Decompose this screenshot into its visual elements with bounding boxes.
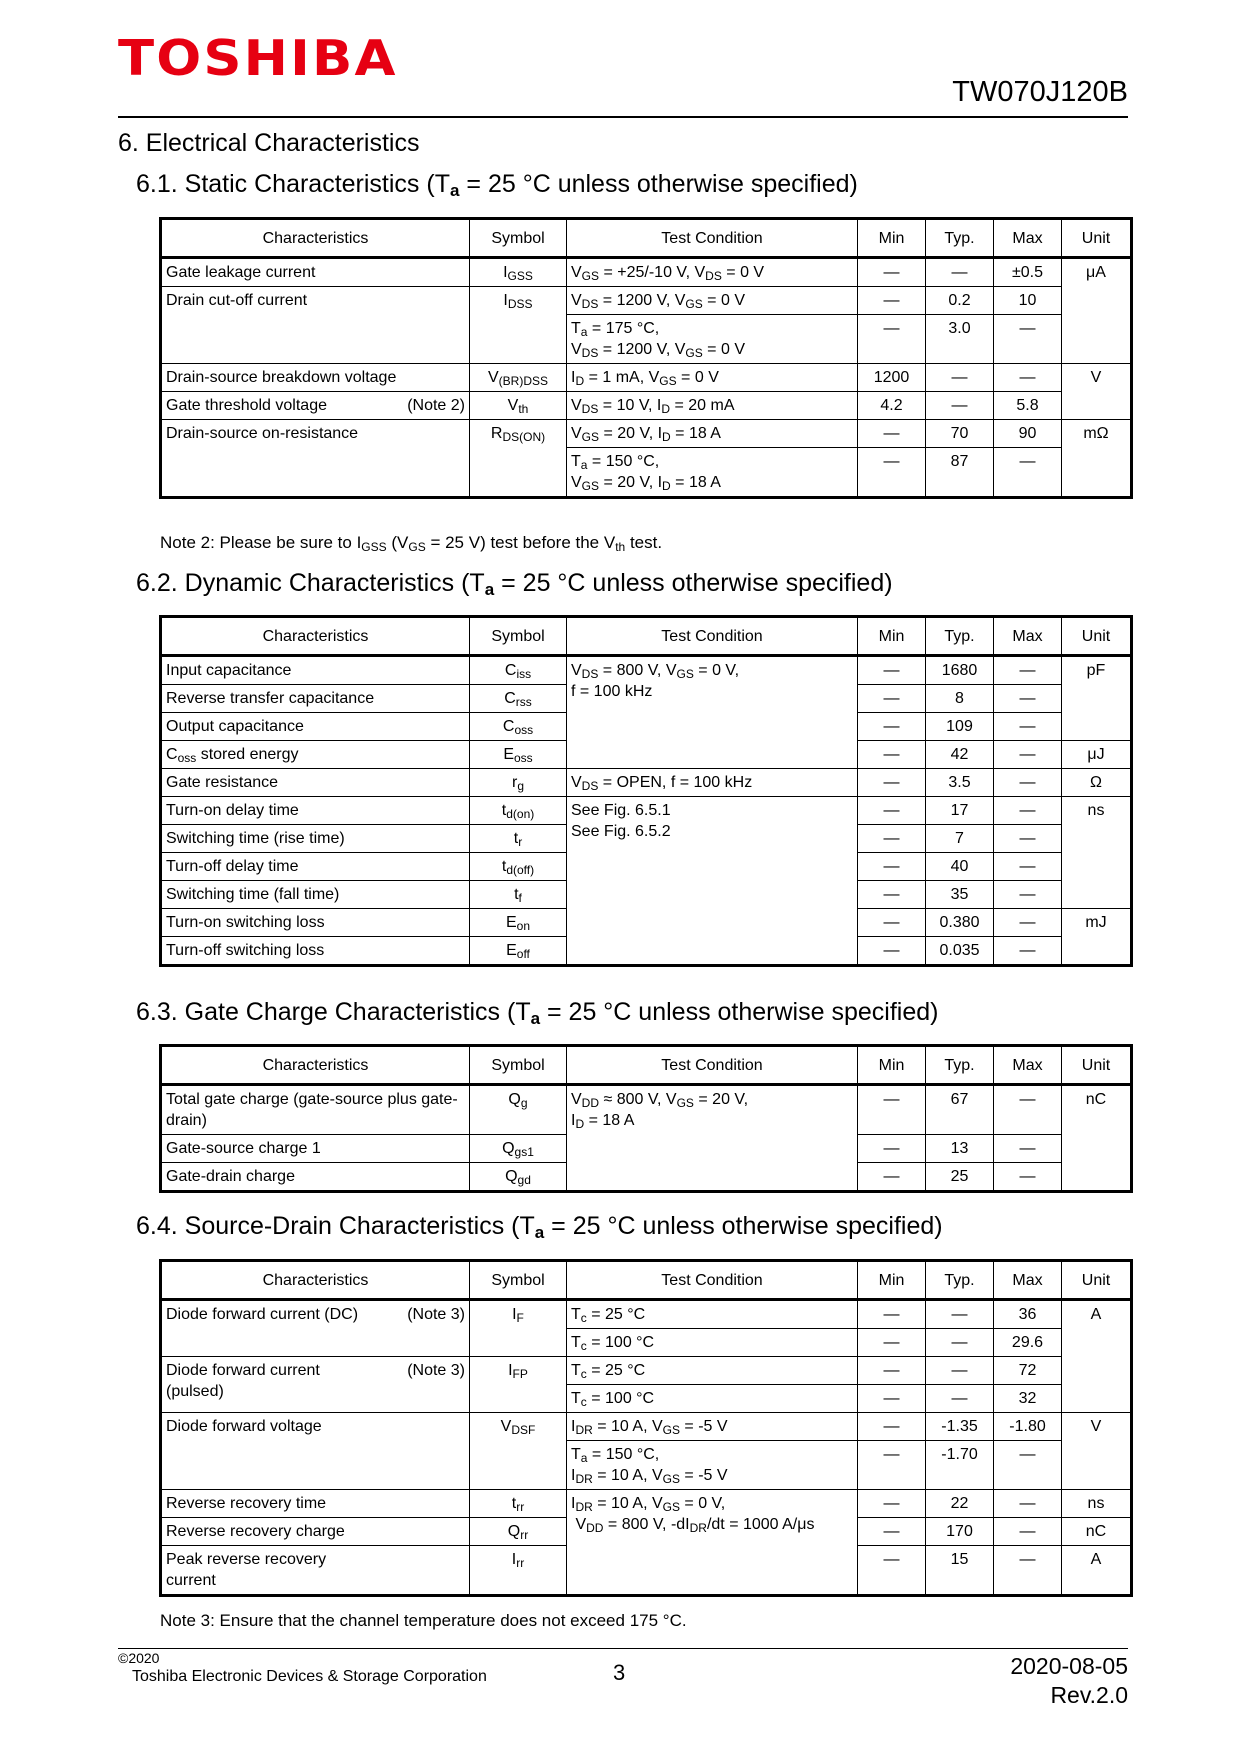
table-row: Gate threshold voltage (Note 2) $V_{th}$ $V_{DS} = 10$ V, $I_D = 20$ mA 4.2 — 5.8 — [161, 392, 1132, 420]
footer-corporation: Toshiba Electronic Devices & Storage Corporation — [132, 1668, 487, 1685]
col-max: Max — [994, 1046, 1062, 1085]
source-drain-table-wrap — [159, 1259, 1133, 1597]
footer-date-rev: 2020-08-05 Rev.2.0 — [1010, 1653, 1128, 1708]
static-title: 6.1. Static Characteristics (Ta = 25 °C unless otherwise specified) — [136, 170, 858, 200]
col-min: Min — [858, 617, 926, 656]
dynamic-title: 6.2. Dynamic Characteristics (Ta = 25 °C unless otherwise specified) — [136, 569, 893, 599]
col-min: Min — [858, 1046, 926, 1085]
gate-charge-title: 6.3. Gate Charge Characteristics (Ta = 25 °C unless otherwise specified) — [136, 998, 939, 1028]
table-row: Drain-source breakdown voltage $V_{(BR)DSS}$ $I_D = 1$ mA, $V_{GS} = 0$ V 1200 — — V — [161, 364, 1132, 392]
gate-charge-table-wrap — [159, 1044, 1133, 1193]
static-table-wrap — [159, 217, 1133, 499]
col-test-condition: Test Condition — [567, 1046, 858, 1085]
col-symbol: Symbol — [470, 617, 567, 656]
table-row: $T_a = 150$ °C, $I_{DR} = 10$ A, $V_{GS} = -5$ V — -1.70 — — [161, 1441, 1132, 1490]
table-row: $T_c = 100$ °C — — 32 — [161, 1385, 1132, 1413]
table-row: Peak reverse recovery current $I_{rr}$ — 15 — A — [161, 1546, 1132, 1596]
col-typ: Typ. — [926, 1261, 994, 1300]
header-rule — [118, 116, 1128, 118]
table-row: Reverse recovery time $t_{rr}$ $I_{DR} = 10$ A, $V_{GS} = 0$ V, $V_{DD} = 800$ V, $-dI_{DR}/dt = 1000$ A/μs — 22 — ns — [161, 1490, 1132, 1518]
col-min: Min — [858, 219, 926, 258]
col-symbol: Symbol — [470, 219, 567, 258]
col-test-condition: Test Condition — [567, 617, 858, 656]
col-characteristics: Characteristics — [161, 617, 470, 656]
table-row: Diode forward current (DC) (Note 3) $I_F$ $T_c = 25$ °C — — 36 A — [161, 1300, 1132, 1329]
col-symbol: Symbol — [470, 1046, 567, 1085]
col-typ: Typ. — [926, 1046, 994, 1085]
table-row: Total gate charge (gate-source plus gate-drain) $Q_g$ $V_{DD} \approx 800$ V, $V_{GS} = 20$ V, $I_D = 18$ A — 67 — nC — [161, 1085, 1132, 1135]
col-max: Max — [994, 219, 1062, 258]
table-row: Reverse transfer capacitance $C_{rss}$ — 8 — — [161, 685, 1132, 713]
table-row: Turn-off delay time $t_{d(off)}$ — 40 — — [161, 853, 1132, 881]
table-row: $T_a = 150$ °C, $V_{GS} = 20$ V, $I_D = 18$ A — 87 — — [161, 448, 1132, 498]
col-min: Min — [858, 1261, 926, 1300]
table-row: $C_{oss}$ stored energy $E_{oss}$ — 42 — μJ — [161, 741, 1132, 769]
col-characteristics: Characteristics — [161, 1046, 470, 1085]
table-row: (Note 3) Diode forward current (pulsed) $I_{FP}$ $T_c = 25$ °C — — 72 — [161, 1357, 1132, 1385]
col-unit: Unit — [1062, 1046, 1132, 1085]
col-test-condition: Test Condition — [567, 219, 858, 258]
col-typ: Typ. — [926, 617, 994, 656]
col-characteristics: Characteristics — [161, 1261, 470, 1300]
table-row: Gate resistance $r_g$ $V_{DS}$ = OPEN, f = 100 kHz — 3.5 — Ω — [161, 769, 1132, 797]
footer-rule — [118, 1648, 1128, 1649]
part-number: TW070J120B — [952, 76, 1128, 108]
table-row: Switching time (fall time) $t_f$ — 35 — — [161, 881, 1132, 909]
table-row: Drain-source on-resistance $R_{DS(ON)}$ $V_{GS} = 20$ V, $I_D = 18$ A — 70 90 mΩ — [161, 420, 1132, 448]
table-row: Turn-on switching loss $E_{on}$ — 0.380 — mJ — [161, 909, 1132, 937]
col-unit: Unit — [1062, 1261, 1132, 1300]
table-row: Turn-on delay time $t_{d(on)}$ See Fig. 6.5.1 See Fig. 6.5.2 — 17 — ns — [161, 797, 1132, 825]
table-row: Gate-source charge 1 $Q_{gs1}$ — 13 — — [161, 1135, 1132, 1163]
dynamic-table-wrap — [159, 615, 1133, 967]
table-row: Switching time (rise time) $t_r$ — 7 — — [161, 825, 1132, 853]
col-symbol: Symbol — [470, 1261, 567, 1300]
col-typ: Typ. — [926, 219, 994, 258]
table-row: Gate leakage current $I_{GSS}$ $V_{GS} = +25/-10$ V, $V_{DS} = 0$ V — — ±0.5 μA — [161, 258, 1132, 287]
table-row: $T_c = 100$ °C — — 29.6 — [161, 1329, 1132, 1357]
table-row: Reverse recovery charge $Q_{rr}$ — 170 — nC — [161, 1518, 1132, 1546]
dynamic-table — [159, 615, 1133, 967]
col-test-condition: Test Condition — [567, 1261, 858, 1300]
source-drain-title: 6.4. Source-Drain Characteristics (Ta = 25 °C unless otherwise specified) — [136, 1212, 943, 1242]
footer-copyright: ©2020 — [118, 1650, 160, 1666]
gate-charge-table — [159, 1044, 1133, 1193]
table-row: Drain cut-off current $I_{DSS}$ $V_{DS} = 1200$ V, $V_{GS} = 0$ V — 0.2 10 — [161, 287, 1132, 315]
source-drain-table — [159, 1259, 1133, 1597]
table-row: Output capacitance $C_{oss}$ — 109 — — [161, 713, 1132, 741]
col-characteristics: Characteristics — [161, 219, 470, 258]
page-number: 3 — [613, 1660, 626, 1685]
toshiba-logo: TOSHIBA — [118, 30, 398, 87]
col-max: Max — [994, 617, 1062, 656]
table-row: Gate-drain charge $Q_{gd}$ — 25 — — [161, 1163, 1132, 1192]
static-table — [159, 217, 1133, 499]
note-2: Note 2: Please be sure to $I_{GSS}$ ($V_{GS} = 25$ V) test before the $V_{th}$ test. — [160, 533, 663, 554]
table-row: Turn-off switching loss $E_{off}$ — 0.035 — — [161, 937, 1132, 966]
col-max: Max — [994, 1261, 1062, 1300]
col-unit: Unit — [1062, 219, 1132, 258]
col-unit: Unit — [1062, 617, 1132, 656]
table-row: Input capacitance $C_{iss}$ $V_{DS} = 800$ V, $V_{GS} = 0$ V, f = 100 kHz — 1680 — pF — [161, 656, 1132, 685]
note-3: Note 3: Ensure that the channel temperature does not exceed 175 °C. — [160, 1611, 687, 1630]
section-title: 6. Electrical Characteristics — [118, 129, 420, 157]
table-row: Diode forward voltage $V_{DSF}$ $I_{DR} = 10$ A, $V_{GS} = -5$ V — -1.35 -1.80 V — [161, 1413, 1132, 1441]
table-row: $T_a = 175$ °C, $V_{DS} = 1200$ V, $V_{GS} = 0$ V — 3.0 — — [161, 315, 1132, 364]
